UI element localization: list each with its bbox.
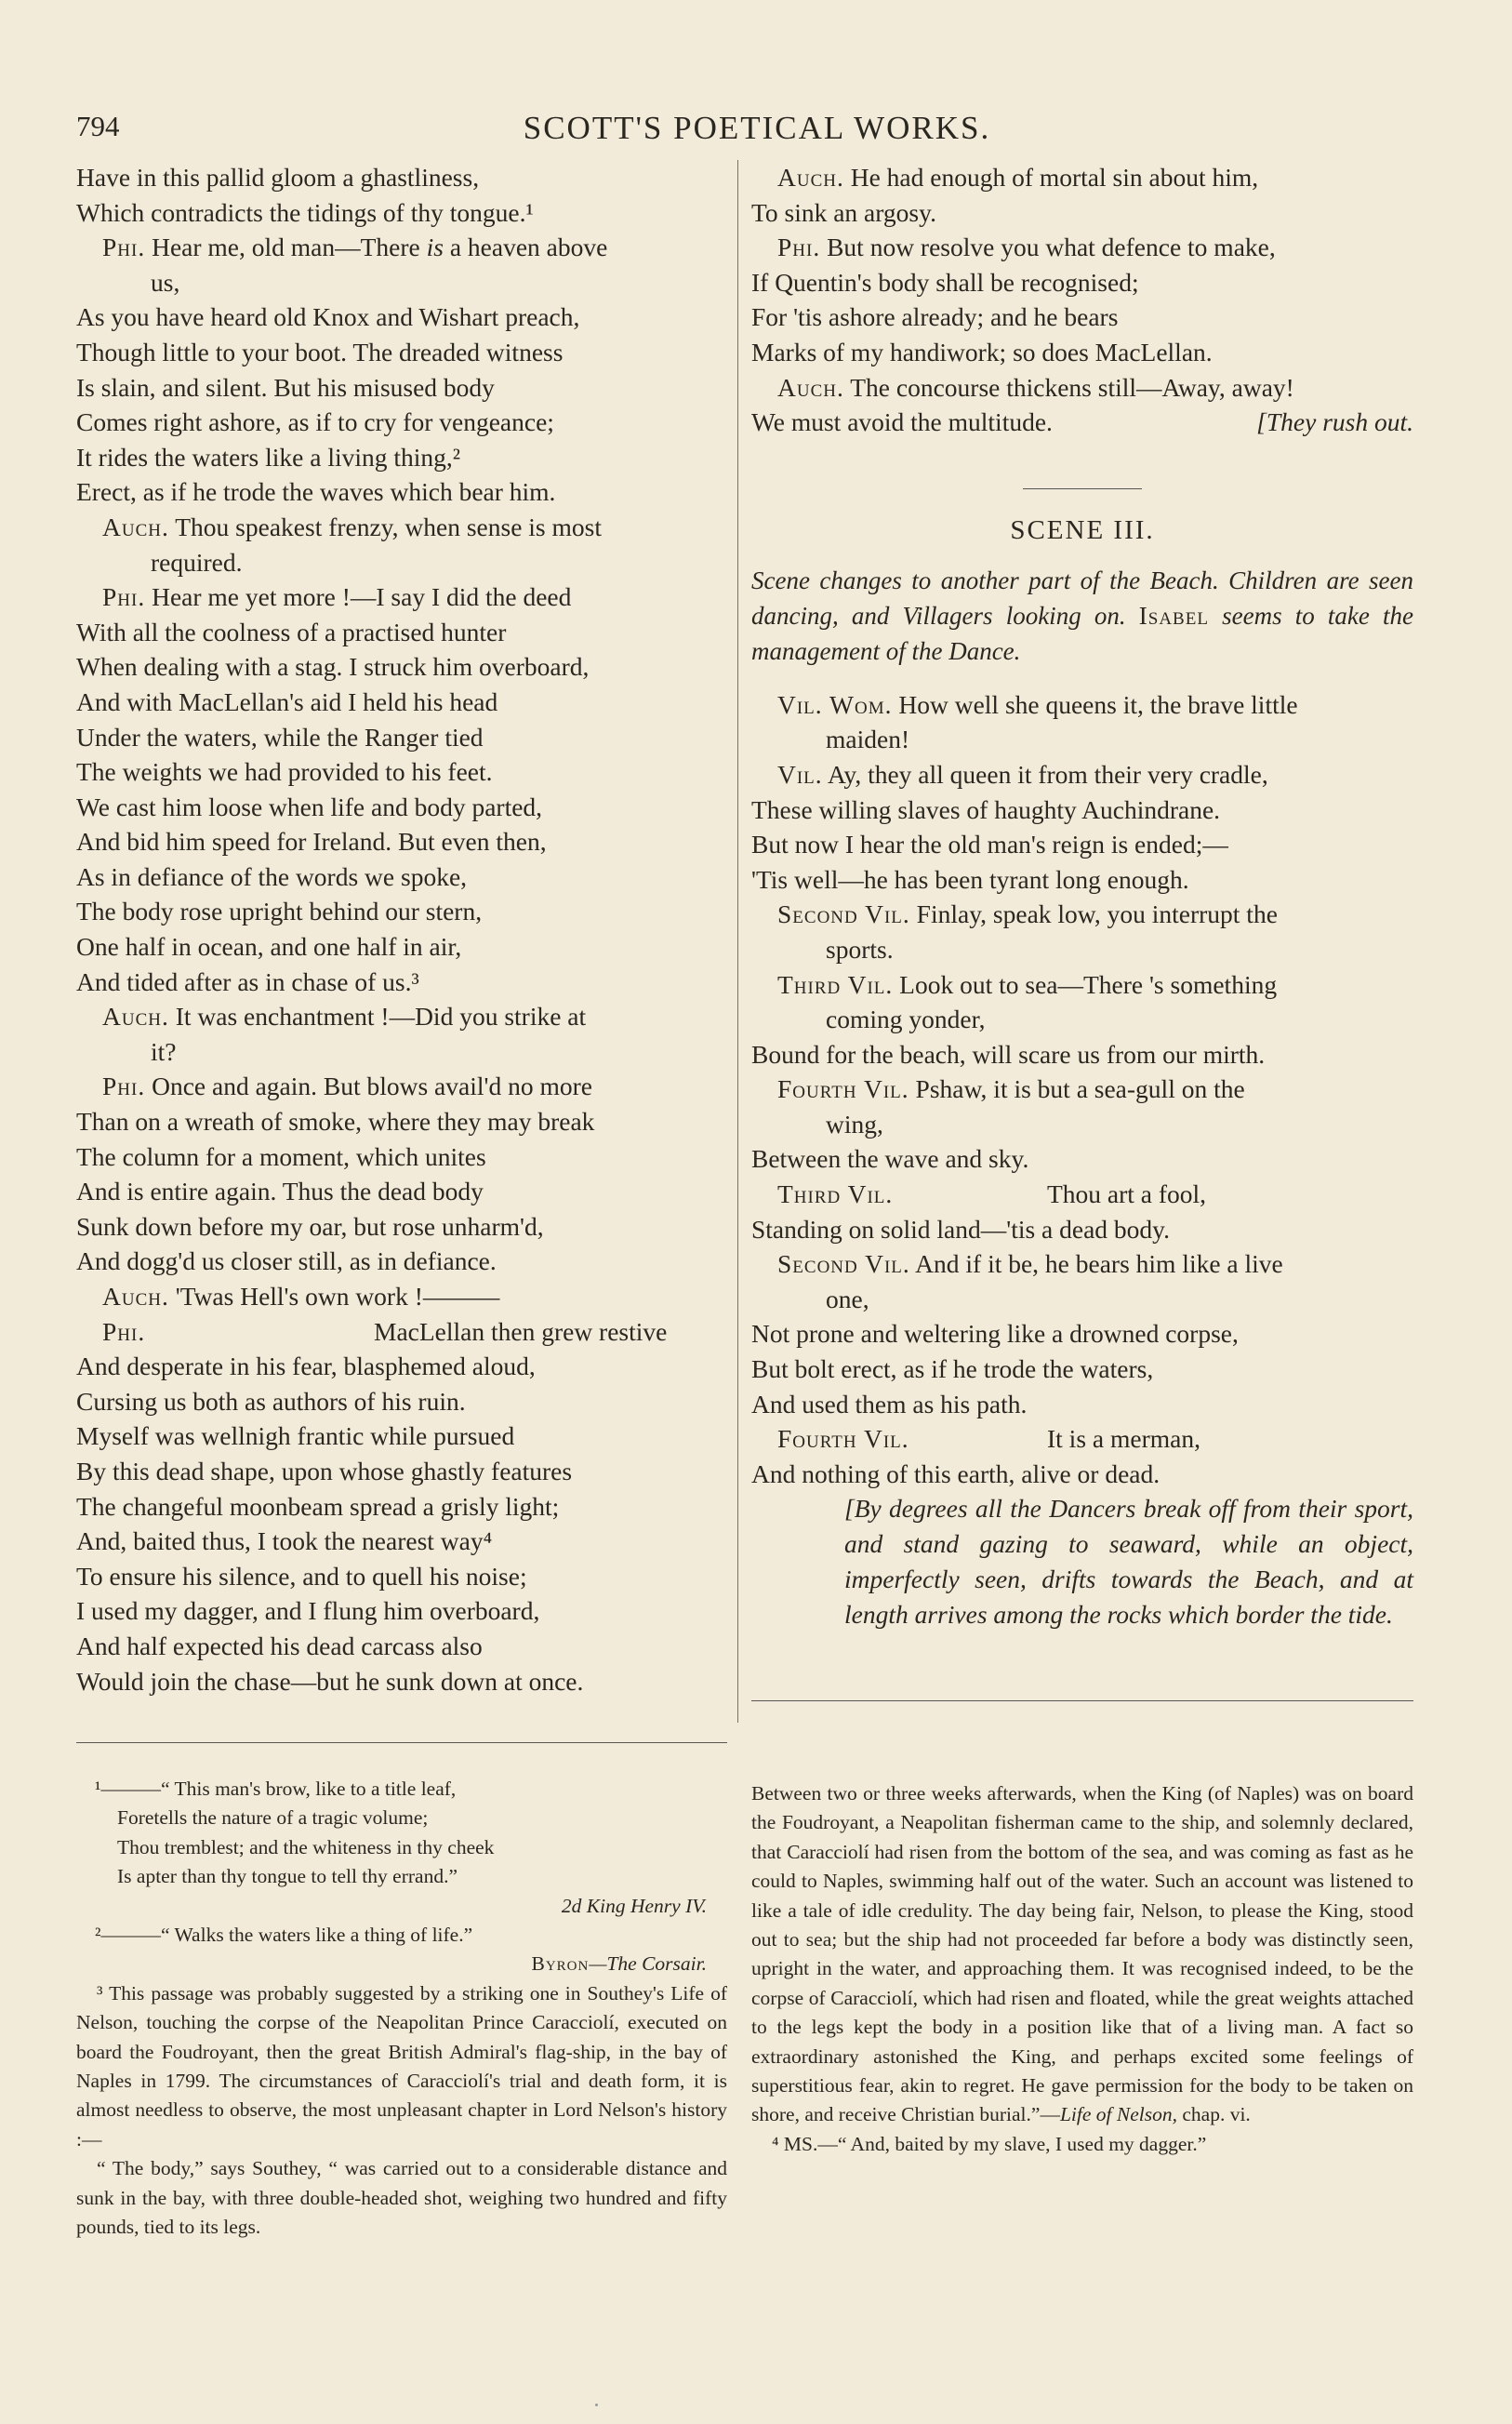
speech-line: [76, 1314, 727, 1350]
verse-text: Ay, they all queen it from their very cradle,: [828, 759, 1268, 789]
speaker-name: Fourth Vil.: [777, 1424, 909, 1454]
speech-line: [76, 999, 727, 1034]
verse-line: Sunk down before my oar, but rose unharm'd,: [76, 1211, 544, 1241]
verse-line: Bound for the beach, will scare us from our mirth.: [751, 1039, 1266, 1069]
verse-text: Thou speakest frenzy, when sense is most: [175, 512, 602, 541]
verse-text: The concourse thickens still—Away, away!: [850, 372, 1294, 402]
footnote-3-continued: [751, 1779, 1413, 2130]
speaker-name: Third Vil.: [777, 969, 894, 999]
verse-line: But bolt erect, as if he trode the waters,: [751, 1354, 1154, 1384]
speech-line: [76, 230, 727, 265]
footnotes-left: [76, 1775, 727, 2243]
verse-line: Have in this pallid gloom a ghastliness,: [76, 163, 480, 192]
verse-line: The column for a moment, which unites: [76, 1141, 486, 1171]
quote-line: Thou tremblest; and the whiteness in thy cheek: [117, 1835, 495, 1858]
speech-line: [751, 1246, 1413, 1282]
citation-title: Life of Nelson,: [1059, 2103, 1177, 2126]
scene-desc-text: seems to take the management of the Dance.: [751, 601, 1414, 665]
speech-line: [751, 1421, 1413, 1457]
verse-text: Hear me yet more !—I say I did the deed: [152, 582, 572, 612]
speaker-name: Auch.: [102, 512, 169, 541]
verse-text: a heaven above: [449, 233, 608, 262]
verse-text: It was enchantment !—Did you strike at: [175, 1002, 587, 1032]
quote-line: Is apter than thy tongue to tell thy errand.”: [117, 1865, 458, 1888]
verse-line: The changeful moonbeam spread a grisly light;: [76, 1491, 560, 1521]
verse-line: maiden!: [826, 725, 910, 754]
verse-line: wing,: [826, 1109, 883, 1139]
verse-line: Under the waters, while the Ranger tied: [76, 722, 484, 752]
footnote-2: [76, 1921, 727, 1950]
character-name: Isabel: [1138, 601, 1209, 630]
speech-line: [751, 967, 1413, 1003]
verse-text: MacLellan then grew restive: [374, 1316, 668, 1346]
verse-line: And dogg'd us closer still, as in defiance.: [76, 1246, 497, 1276]
attribution: 2d King Henry IV.: [561, 1894, 707, 1917]
verse-line: Between the wave and sky.: [751, 1144, 1029, 1174]
verse-line: Comes right ashore, as if to cry for vengeance;: [76, 407, 554, 437]
quote-line: “ Walks the waters like a thing of life.”: [160, 1924, 473, 1947]
verse-line: If Quentin's body shall be recognised;: [751, 267, 1139, 297]
footnote-1: [76, 1775, 727, 1804]
speech-line: [76, 510, 727, 545]
speaker-name: Third Vil.: [777, 1179, 894, 1209]
speaker-name: Second Vil.: [777, 1249, 910, 1279]
verse-line: And nothing of this earth, alive or dead.: [751, 1458, 1161, 1488]
speech-line: [76, 579, 727, 615]
footnotes-right: [751, 1779, 1413, 2159]
verse-line: Cursing us both as authors of his ruin.: [76, 1386, 466, 1416]
verse-line: us,: [151, 267, 180, 297]
scene-description: [751, 563, 1413, 669]
quote-line: “ This man's brow, like to a title leaf,: [160, 1778, 457, 1800]
speaker-name: Phi.: [102, 1316, 146, 1346]
verse-line: Erect, as if he trode the waves which bear him.: [76, 477, 556, 507]
footnote-3-quote: “ The body,” says Southey, “ was carried out to a considerable distance and sunk in the bay, with three double-headed shot, weighing two hundred and fifty pounds, tied to its legs.: [76, 2157, 727, 2239]
verse-line: Myself was wellnigh frantic while pursued: [76, 1421, 515, 1451]
verse-text: Pshaw, it is but a sea-gull on the: [915, 1074, 1245, 1104]
speech-line: [751, 757, 1413, 792]
verse-line: To sink an argosy.: [751, 197, 936, 227]
verse-text: 'Twas Hell's own work !———: [175, 1282, 500, 1311]
speaker-name: Phi.: [102, 582, 146, 612]
verse-text: Once and again. But blows avail'd no more: [152, 1072, 592, 1101]
scene-divider: [1023, 488, 1142, 489]
verse-line: Though little to your boot. The dreaded witness: [76, 337, 564, 366]
verse-line: required.: [151, 547, 243, 577]
verse-line: We cast him loose when life and body parted,: [76, 792, 543, 821]
citation-rest: chap. vi.: [1182, 2103, 1251, 2126]
verse-line: Marks of my handiwork; so does MacLellan.: [751, 337, 1213, 366]
verse-line: For 'tis ashore already; and he bears: [751, 302, 1119, 332]
verse-text: It is a merman,: [1047, 1424, 1200, 1454]
verse-line: it?: [151, 1036, 177, 1066]
verse-line: And with MacLellan's aid I held his head: [76, 686, 498, 716]
page-number: 794: [76, 110, 120, 142]
speech-line: [751, 230, 1413, 265]
verse-line: One half in ocean, and one half in air,: [76, 932, 462, 962]
verse-line: coming yonder,: [826, 1005, 986, 1034]
speech-line: [751, 897, 1413, 932]
verse-line: And, baited thus, I took the nearest way⁴: [76, 1526, 493, 1556]
speech-line: [76, 1069, 727, 1104]
attribution-author: Byron: [531, 1952, 590, 1976]
verse-line: I used my dagger, and I flung him overboard,: [76, 1596, 540, 1626]
speaker-name: Auch.: [102, 1282, 169, 1311]
verse-line: It rides the waters like a living thing,²: [76, 442, 461, 472]
verse-text: He had enough of mortal sin about him,: [850, 163, 1259, 192]
footnote-3: ³ This passage was probably suggested by a striking one in Southey's Life of Nelson, touching the corpse of the Neapolitan Prince Caracciolí, executed on board the Foudroyant, then the great British Admiral's flag-ship, in the bay of Naples in 1799. The circumstances of Caracciolí's trial and death form, it is almost needless to observe, the most unpleasant chapter in Lord Nelson's history :—: [76, 1981, 727, 2151]
verse-text: How well she queens it, the brave little: [898, 689, 1298, 719]
verse-line: And half expected his dead carcass also: [76, 1631, 483, 1660]
scene-desc-text: Scene changes to another part of the Beach. Children are seen dancing, and Villagers looking on.: [751, 566, 1413, 630]
verse-line: And desperate in his fear, blasphemed aloud,: [76, 1352, 536, 1381]
verse-line: And tided after as in chase of us.³: [76, 966, 419, 996]
speaker-name: Auch.: [777, 163, 844, 192]
speaker-name: Phi.: [102, 1072, 146, 1101]
speech-line: [751, 1177, 1413, 1212]
verse-line: Which contradicts the tidings of thy tongue.¹: [76, 197, 534, 227]
speaker-name: Auch.: [102, 1002, 169, 1032]
speech-line: [751, 1072, 1413, 1107]
verse-text: Thou art a fool,: [1047, 1179, 1207, 1209]
verse-line: The weights we had provided to his feet.: [76, 757, 493, 787]
verse-line: As in defiance of the words we spoke,: [76, 861, 468, 891]
verse-text: But now resolve you what defence to make,: [827, 233, 1276, 262]
speech-line: [751, 687, 1413, 723]
verse-text: We must avoid the multitude.: [751, 407, 1053, 437]
speaker-name: Vil.: [777, 759, 823, 789]
footnote-marker: ¹———: [95, 1778, 161, 1800]
speech-line: [751, 160, 1413, 195]
right-column: [751, 160, 1413, 1632]
speaker-name: Second Vil.: [777, 899, 910, 929]
footnote-rule-right: [751, 1700, 1413, 1701]
speaker-name: Auch.: [777, 372, 844, 402]
scene-title: SCENE III.: [1010, 514, 1155, 545]
verse-emphasis: is: [426, 233, 444, 262]
verse-text: Finlay, speak low, you interrupt the: [916, 899, 1278, 929]
footnote-text: Between two or three weeks afterwards, when the King (of Naples) was on board the Foudroyant, a Neapolitan fisherman came to the ship, and solemnly declared, that Caracciolí had risen from the bottom of the sea, and was coming as fast as he could to Naples, swimming half out of the water. Such an account was listened to like a tale of idle credulity. The day being fair, Nelson, to please the King, stood out to sea; but the ship had not proceeded far before a body was distinctly seen, upright in the water, and approaching them. It was recognised indeed, to be the corpse of Caracciolí, which had risen and floated, while the great weights attached to the legs kept the body in a position like that of a living man. A fact so extraordinary astonished the King, and perhaps excited some feelings of superstitious fear, akin to regret. He gave permission for the body to be taken on shore, and receive Christian burial.”—: [751, 1782, 1413, 2126]
verse-line: Standing on solid land—'tis a dead body.: [751, 1214, 1171, 1244]
running-title: SCOTT'S POETICAL WORKS.: [523, 110, 991, 146]
column-divider: [737, 160, 738, 1723]
verse-line: And bid him speed for Ireland. But even then,: [76, 827, 547, 857]
speaker-name: Phi.: [777, 233, 821, 262]
stage-direction: [They rush out.: [1256, 407, 1413, 437]
verse-text: And if it be, he bears him like a live: [915, 1249, 1283, 1279]
verse-line: Would join the chase—but he sunk down at once.: [76, 1666, 584, 1696]
attribution-work: —The Corsair.: [589, 1952, 707, 1976]
verse-line: The body rose upright behind our stern,: [76, 897, 483, 926]
verse-line: Than on a wreath of smoke, where they may break: [76, 1107, 595, 1137]
speech-line: [751, 370, 1413, 406]
page-mark: [595, 2404, 598, 2406]
verse-line: 'Tis well—he has been tyrant long enough.: [751, 864, 1189, 894]
verse-line: And is entire again. Thus the dead body: [76, 1177, 484, 1206]
verse-line: These willing slaves of haughty Auchindrane.: [751, 794, 1221, 824]
speech-line: [76, 1279, 727, 1314]
footnote-rule-left: [76, 1742, 727, 1743]
verse-line: And used them as his path.: [751, 1389, 1028, 1418]
final-stage-direction: [By degrees all the Dancers break off from their sport, and stand gazing to seaward, while an object, imperfectly seen, drifts towards the Beach, and at length arrives among the rocks which border the tide.: [844, 1494, 1413, 1630]
verse-text: Hear me, old man—There: [152, 233, 420, 262]
speech-line: [751, 405, 1413, 440]
speaker-name: Vil. Wom.: [777, 689, 893, 719]
verse-line: As you have heard old Knox and Wishart preach,: [76, 302, 580, 332]
verse-line: To ensure his silence, and to quell his noise;: [76, 1561, 527, 1591]
verse-line: With all the coolness of a practised hunter: [76, 617, 507, 646]
verse-line: sports.: [826, 934, 894, 964]
verse-text: Look out to sea—There 's something: [899, 969, 1278, 999]
verse-line: When dealing with a stag. I struck him overboard,: [76, 652, 590, 682]
verse-line: one,: [826, 1284, 869, 1313]
verse-line: Not prone and weltering like a drowned corpse,: [751, 1319, 1239, 1349]
speaker-name: Phi.: [102, 233, 146, 262]
speaker-name: Fourth Vil.: [777, 1074, 909, 1104]
verse-line: But now I hear the old man's reign is ended;—: [751, 830, 1228, 859]
quote-line: Foretells the nature of a tragic volume;: [117, 1806, 429, 1830]
left-column: [76, 160, 727, 1698]
footnote-4: ⁴ MS.—“ And, baited by my slave, I used my dagger.”: [772, 2132, 1207, 2155]
footnote-marker: ²———: [95, 1924, 161, 1947]
verse-line: By this dead shape, upon whose ghastly features: [76, 1456, 573, 1485]
attribution: [76, 1950, 727, 1978]
verse-line: Is slain, and silent. But his misused body: [76, 372, 495, 402]
page-header: [76, 110, 1438, 156]
